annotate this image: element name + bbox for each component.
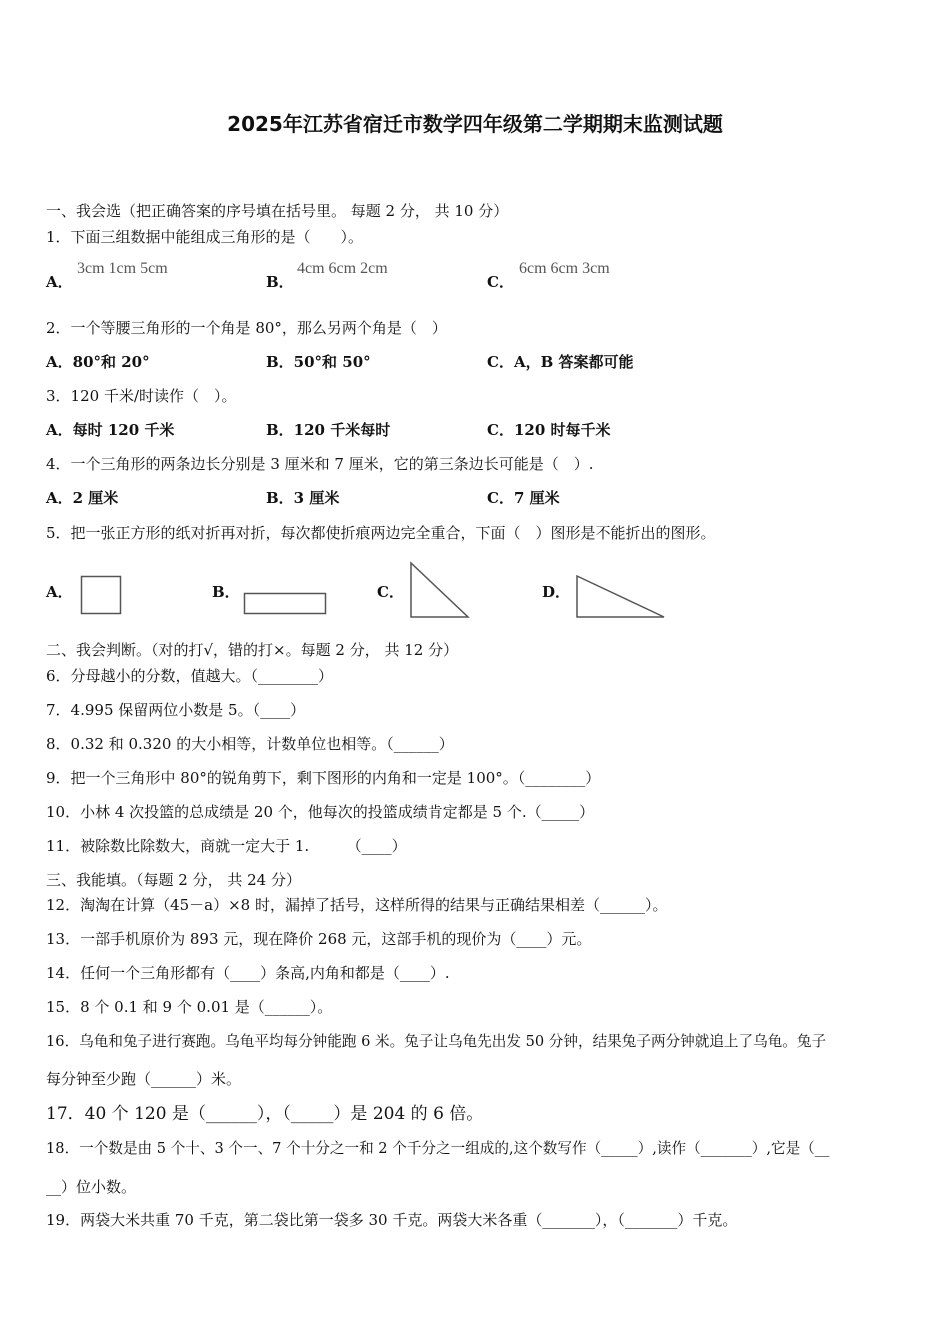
q4-option-b: B．3 厘米 bbox=[266, 489, 340, 507]
question-5: 5．把一张正方形的纸对折再对折，每次都使折痕两边完全重合，下面（ ）图形是不能折出的图形。 bbox=[46, 524, 716, 542]
question-18-line-2: __）位小数。 bbox=[46, 1178, 137, 1196]
section-3-heading: 三、我能填。（每题 2 分， 共 24 分） bbox=[46, 871, 301, 889]
q2-option-a: A．80°和 20° bbox=[46, 353, 150, 371]
question-1: 1．下面三组数据中能组成三角形的是（ ）。 bbox=[46, 228, 364, 246]
q5-option-b-label: B． bbox=[212, 583, 240, 601]
question-16-line-2: 每分钟至少跑（______）米。 bbox=[46, 1070, 242, 1088]
q1-option-b-lengths: 4cm 6cm 2cm bbox=[297, 260, 388, 277]
q2-option-b: B．50°和 50° bbox=[266, 353, 371, 371]
q5-square-shape bbox=[80, 575, 124, 615]
q1-option-b-label: B． bbox=[266, 273, 294, 291]
question-2: 2．一个等腰三角形的一个角是 80°，那么另两个角是（ ） bbox=[46, 319, 447, 337]
question-14: 14．任何一个三角形都有（____）条高,内角和都是（____）. bbox=[46, 964, 450, 982]
q1-option-c-lengths: 6cm 6cm 3cm bbox=[519, 260, 610, 277]
question-8: 8．0.32 和 0.320 的大小相等，计数单位也相等。（______） bbox=[46, 735, 454, 753]
q5-option-c-label: C． bbox=[377, 583, 404, 601]
question-7: 7．4.995 保留两位小数是 5。（____） bbox=[46, 701, 306, 719]
section-2-heading: 二、我会判断。（对的打√，错的打×。每题 2 分， 共 12 分） bbox=[46, 641, 459, 659]
q3-option-b: B．120 千米每时 bbox=[266, 421, 391, 439]
q5-right-triangle-shape bbox=[575, 574, 667, 620]
question-18-line-1: 18．一个数是由 5 个十、3 个一、7 个十分之一和 2 个千分之一组成的,这个数写作（_____）,读作（_______）,它是（__ bbox=[46, 1140, 830, 1157]
q3-option-a: A．每时 120 千米 bbox=[46, 421, 175, 439]
question-15: 15．8 个 0.1 和 9 个 0.01 是（______）。 bbox=[46, 998, 333, 1016]
q5-isosceles-right-triangle-shape bbox=[409, 561, 471, 619]
question-4: 4．一个三角形的两条边长分别是 3 厘米和 7 厘米，它的第三条边长可能是（ ）. bbox=[46, 455, 594, 473]
question-11: 11．被除数比除数大，商就一定大于 1. （____） bbox=[46, 837, 407, 855]
q4-option-c: C．7 厘米 bbox=[487, 489, 560, 507]
q1-option-a-lengths: 3cm 1cm 5cm bbox=[77, 260, 168, 277]
question-17: 17．40 个 120 是（______），（_____）是 204 的 6 倍。 bbox=[46, 1104, 484, 1124]
q2-option-c: C．A，B 答案都可能 bbox=[487, 353, 634, 371]
q3-option-c: C．120 时每千米 bbox=[487, 421, 611, 439]
question-19: 19．两袋大米共重 70 千克，第二袋比第一袋多 30 千克。两袋大米各重（_______），（_______）千克。 bbox=[46, 1211, 738, 1229]
q1-option-a-label: A． bbox=[46, 273, 73, 291]
page-title: 2025年江苏省宿迁市数学四年级第二学期期末监测试题 bbox=[227, 112, 723, 136]
question-3: 3．120 千米/时读作（ ）。 bbox=[46, 387, 237, 405]
q1-option-c-label: C． bbox=[487, 273, 514, 291]
section-1-heading: 一、我会选（把正确答案的序号填在括号里。 每题 2 分， 共 10 分） bbox=[46, 202, 509, 220]
q5-option-d-label: D． bbox=[542, 583, 571, 601]
q4-option-a: A．2 厘米 bbox=[46, 489, 119, 507]
question-12: 12．淘淘在计算（45－a）×8 时，漏掉了括号，这样所得的结果与正确结果相差（______）。 bbox=[46, 896, 668, 914]
q5-rectangle-shape bbox=[243, 592, 328, 616]
question-16-line-1: 16．乌龟和兔子进行赛跑。乌龟平均每分钟能跑 6 米。兔子让乌龟先出发 50 分钟，结果兔子两分钟就追上了乌龟。兔子 bbox=[46, 1033, 827, 1050]
question-6: 6．分母越小的分数，值越大。（________） bbox=[46, 667, 334, 685]
question-13: 13．一部手机原价为 893 元，现在降价 268 元，这部手机的现价为（____）元。 bbox=[46, 930, 592, 948]
question-9: 9．把一个三角形中 80°的锐角剪下，剩下图形的内角和一定是 100°。（________） bbox=[46, 769, 601, 787]
question-10: 10．小林 4 次投篮的总成绩是 20 个，他每次的投篮成绩肯定都是 5 个.（_____） bbox=[46, 803, 595, 821]
q5-option-a-label: A． bbox=[46, 583, 73, 601]
